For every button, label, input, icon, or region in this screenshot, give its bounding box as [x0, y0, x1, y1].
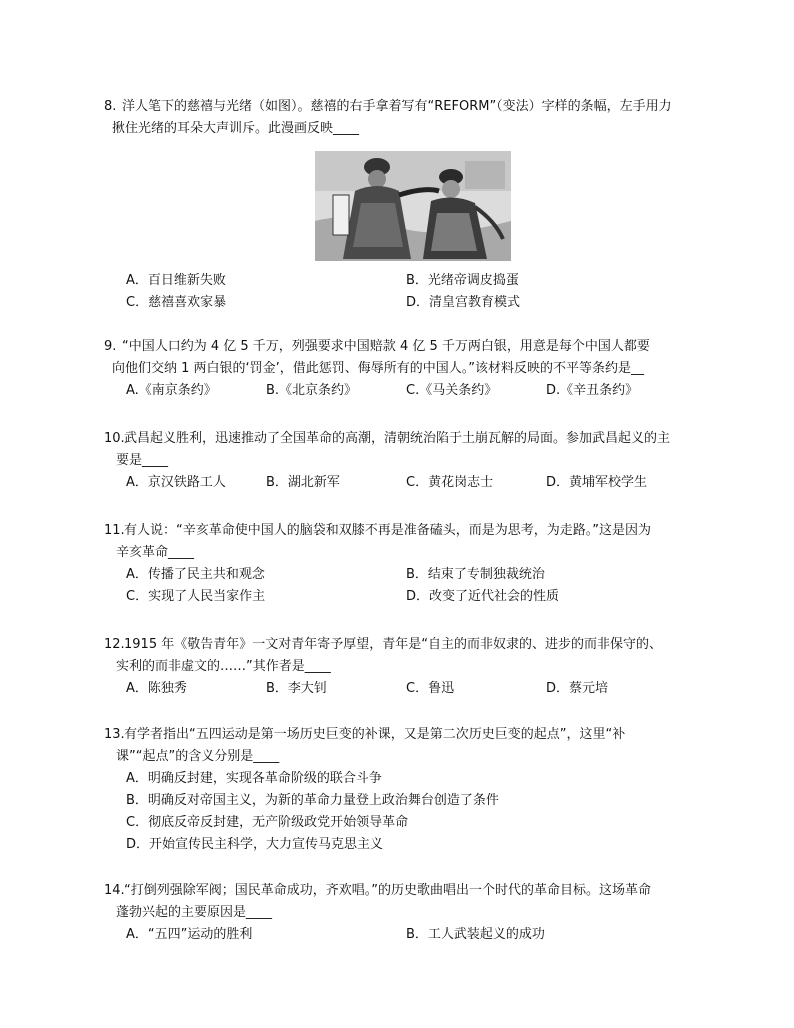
question-stem-line: “打倒列强除军阀；国民革命成功，齐欢唱。”的历史歌曲唱出一个时代的革命目标。这场革命 — [124, 883, 651, 898]
question-14 — [104, 880, 704, 946]
option-d[interactable]: D．清皇宫教育模式 — [406, 295, 521, 310]
question-stem-line: 揪住光绪的耳朵大声训斥。此漫画反映____ — [112, 121, 360, 136]
option-c[interactable]: C．慈禧喜欢家暴 — [126, 295, 227, 310]
option-b[interactable]: B．工人武装起义的成功 — [406, 927, 545, 942]
option-d[interactable]: D．改变了近代社会的性质 — [406, 589, 560, 604]
option-a[interactable]: A．百日维新失败 — [126, 273, 226, 288]
cartoon-cixi-guangxu-image — [315, 151, 511, 261]
question-number: 11. — [104, 523, 125, 538]
question-stem-line: 武昌起义胜利，迅速推动了全国革命的高潮，清朝统治陷于土崩瓦解的局面。参加武昌起义的主 — [124, 431, 671, 446]
question-number: 9. — [104, 339, 117, 354]
question-11 — [104, 520, 704, 608]
option-a[interactable]: A．京汉铁路工人 — [126, 475, 226, 490]
option-a[interactable]: A．“五四”运动的胜利 — [126, 927, 253, 942]
option-c[interactable]: C．鲁迅 — [406, 681, 455, 696]
question-stem-line: 向他们交纳 1 两白银的‘罚金’，借此惩罚、侮辱所有的中国人。”该材料反映的不平等条约是__ — [112, 361, 645, 376]
question-stem-line: 洋人笔下的慈禧与光绪（如图）。慈禧的右手拿着写有“REFORM”（变法）字样的条幅，左手用力 — [122, 99, 672, 114]
question-10 — [104, 428, 704, 494]
question-stem-line: 课”“起点”的含义分别是____ — [116, 749, 280, 764]
question-stem-line: 1915 年《敬告青年》一文对青年寄予厚望，青年是“自主的而非奴隶的、进步的而非保守的、 — [124, 637, 662, 652]
option-d[interactable]: D．蔡元培 — [546, 681, 609, 696]
question-stem-line: 有学者指出“五四运动是第一场历史巨变的补课，又是第二次历史巨变的起点”，这里“补 — [124, 727, 626, 742]
question-number: 8. — [104, 99, 117, 114]
option-b[interactable]: B．李大钊 — [266, 681, 327, 696]
option-c[interactable]: C．黄花岗志士 — [406, 475, 494, 490]
option-a[interactable]: A．传播了民主共和观念 — [126, 567, 265, 582]
question-number: 13. — [104, 727, 125, 742]
question-9 — [104, 336, 704, 402]
option-d[interactable]: D．黄埔军校学生 — [546, 475, 648, 490]
question-stem-line: 辛亥革命____ — [116, 545, 195, 560]
option-d[interactable]: D.《辛丑条约》 — [546, 383, 639, 398]
option-b[interactable]: B.《北京条约》 — [266, 383, 358, 398]
cartoon-illustration — [315, 151, 511, 261]
option-c[interactable]: C.《马关条约》 — [406, 383, 498, 398]
question-stem-line: 蓬勃兴起的主要原因是____ — [116, 905, 273, 920]
question-8-options — [104, 270, 704, 314]
option-b[interactable]: B．湖北新军 — [266, 475, 340, 490]
question-number: 10. — [104, 431, 125, 446]
option-a[interactable]: A.《南京条约》 — [126, 383, 217, 398]
option-c[interactable]: C．实现了人民当家作主 — [126, 589, 266, 604]
option-c[interactable]: C．彻底反帝反封建，无产阶级政党开始领导革命 — [126, 815, 409, 830]
option-b[interactable]: B．结束了专制独裁统治 — [406, 567, 545, 582]
question-8 — [104, 96, 704, 140]
option-a[interactable]: A．明确反封建，实现各革命阶级的联合斗争 — [126, 771, 382, 786]
question-stem-line: 实利的而非虚文的……”其作者是____ — [116, 659, 331, 674]
question-stem-line: 要是____ — [116, 453, 169, 468]
question-stem-line: 有人说：“辛亥革命使中国人的脑袋和双膝不再是准备磕头，而是为思考，为走路。”这是因为 — [124, 523, 651, 538]
question-number: 14. — [104, 883, 125, 898]
option-d[interactable]: D．开始宣传民主科学，大力宣传马克思主义 — [126, 837, 384, 852]
option-a[interactable]: A．陈独秀 — [126, 681, 187, 696]
option-b[interactable]: B．明确反对帝国主义，为新的革命力量登上政治舞台创造了条件 — [126, 793, 499, 808]
option-b[interactable]: B．光绪帝调皮捣蛋 — [406, 273, 519, 288]
question-13 — [104, 724, 704, 856]
question-12 — [104, 634, 704, 700]
question-stem-line: “中国人口约为 4 亿 5 千万，列强要求中国赔款 4 亿 5 千万两白银，用意是每个中国人都要 — [122, 339, 650, 354]
question-number: 12. — [104, 637, 125, 652]
